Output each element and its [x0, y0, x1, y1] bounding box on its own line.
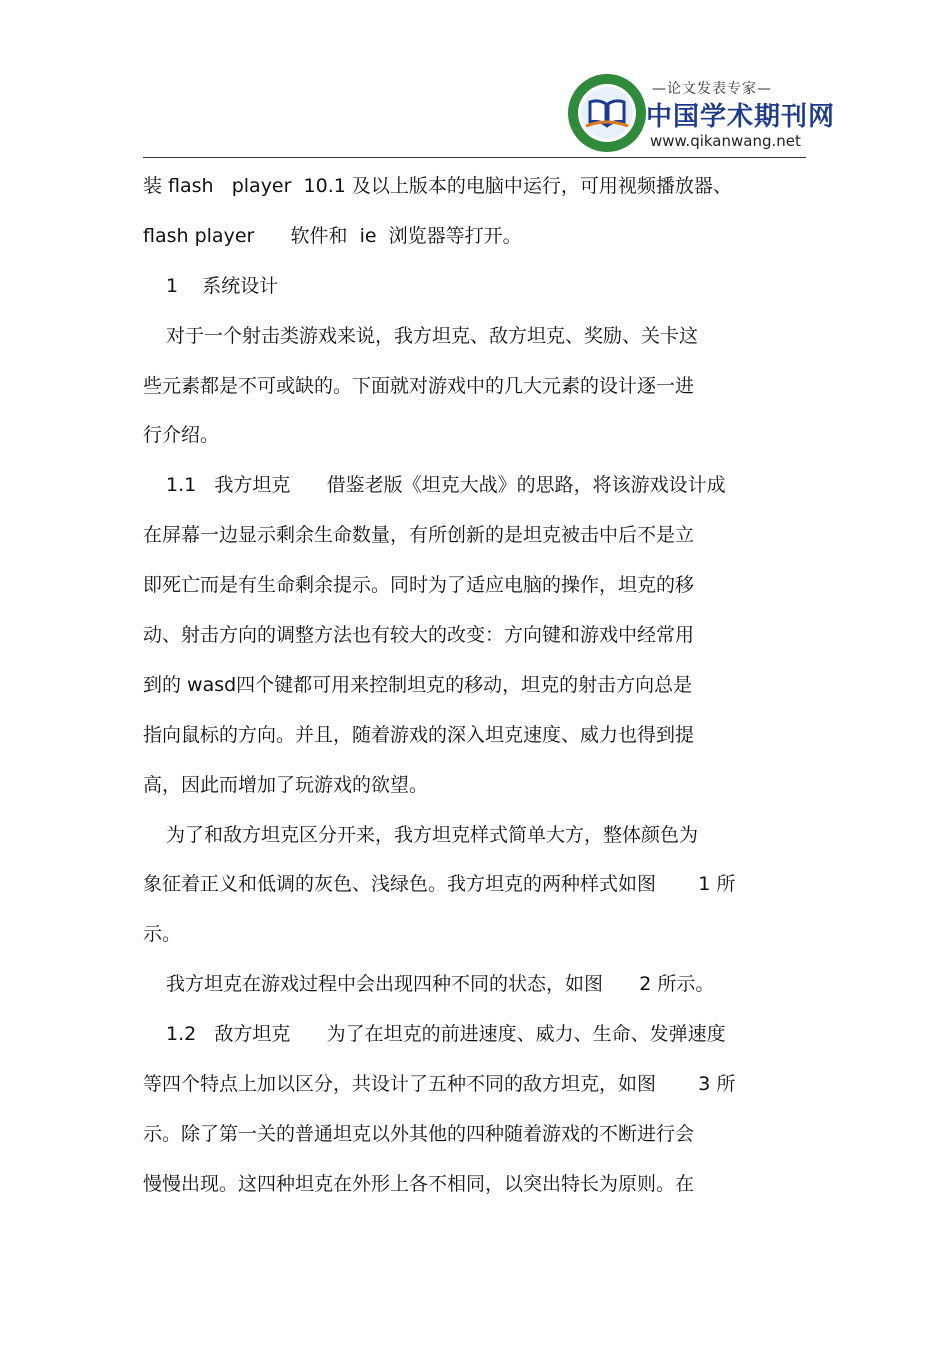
text-line-11: 到的 wasd四个键都可用来控制坦克的移动，坦克的射击方向总是 — [143, 673, 693, 696]
text-line-9: 即死亡而是有生命剩余提示。同时为了适应电脑的操作，坦克的移 — [143, 574, 695, 597]
text-line-5: 些元素都是不可或缺的。下面就对游戏中的几大元素的设计逐一进 — [143, 374, 695, 397]
section-heading-1: 1 系统设计 — [166, 274, 279, 297]
text-line-13: 高，因此而增加了玩游戏的欲望。 — [143, 773, 429, 796]
text-line-15: 象征着正义和低调的灰色、浅绿色。我方坦克的两种样式如图 1 所 — [143, 873, 736, 896]
text-line-21: 慢慢出现。这四种坦克在外形上各不相同，以突出特长为原则。在 — [143, 1172, 695, 1195]
header-logo — [566, 72, 836, 156]
text-line-12: 指向鼠标的方向。并且，随着游戏的深入坦克速度、威力也得到提 — [143, 723, 695, 746]
text-line-8: 在屏幕一边显示剩余生命数量，有所创新的是坦克被击中后不是立 — [143, 524, 695, 547]
text-line-2: flash player 软件和 ie 浏览器等打开。 — [143, 224, 522, 247]
text-line-20: 示。除了第一关的普通坦克以外其他的四种随着游戏的不断进行会 — [143, 1122, 695, 1145]
logo-url: www.qikanwang.net — [650, 132, 801, 150]
text-line-4: 对于一个射击类游戏来说，我方坦克、敌方坦克、奖励、关卡这 — [166, 324, 699, 347]
book-seal-icon — [566, 72, 648, 154]
text-line-17: 我方坦克在游戏过程中会出现四种不同的状态，如图 2 所示。 — [166, 973, 715, 996]
text-line-19: 等四个特点上加以区分，共设计了五种不同的敌方坦克，如图 3 所 — [143, 1073, 736, 1096]
header-divider — [143, 157, 806, 158]
logo-name: 中国学术期刊网 — [646, 102, 836, 132]
text-line-14: 为了和敌方坦克区分开来，我方坦克样式简单大方，整体颜色为 — [166, 823, 699, 846]
subsection-1-2-line: 1.2 敌方坦克 为了在坦克的前进速度、威力、生命、发弹速度 — [166, 1023, 726, 1046]
subsection-1-1-line: 1.1 我方坦克 借鉴老版《坦克大战》的思路，将该游戏设计成 — [166, 474, 726, 497]
text-line-6: 行介绍。 — [143, 424, 220, 447]
logo-tagline: —论文发表专家— — [652, 81, 772, 97]
text-line-1: 装 flash player 10.1 及以上版本的电脑中运行，可用视频播放器、 — [143, 175, 732, 197]
text-line-16: 示。 — [143, 923, 182, 946]
text-line-10: 动、射击方向的调整方法也有较大的改变：方向键和游戏中经常用 — [143, 624, 695, 647]
document-body — [143, 162, 803, 1210]
